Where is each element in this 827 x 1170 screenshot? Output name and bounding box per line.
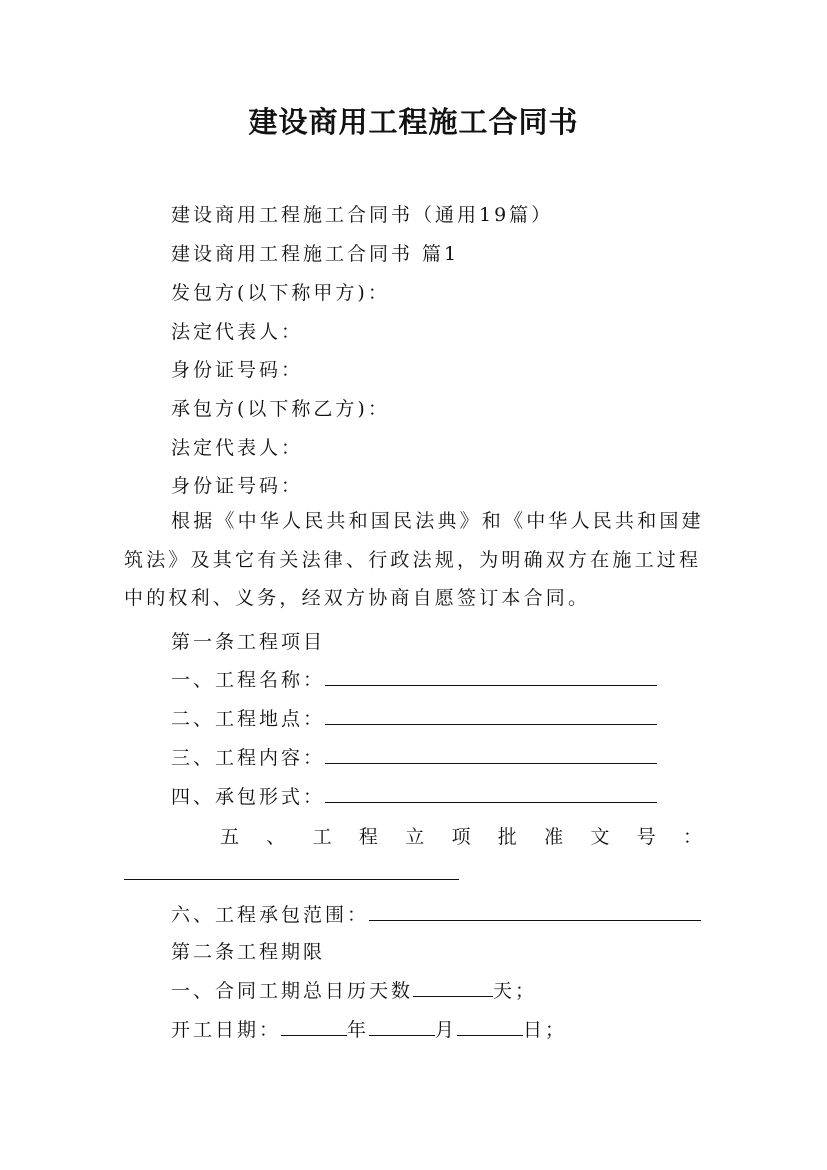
spread-char: 批 [497,826,517,848]
blank-line [325,784,657,803]
spread-char: ： [682,826,702,848]
spread-char: 立 [405,826,425,848]
blank-line [325,745,657,764]
year-label: 年 [347,1019,370,1041]
item-contract-form [171,782,657,809]
item-label: 二、工程地点： [171,708,326,730]
blank-line [457,1017,523,1036]
item-label: 一、工程名称： [171,669,326,691]
period-line [171,976,537,1003]
spread-char: 文 [590,826,610,848]
party-a-line: 发包方(以下称甲方)： [171,282,390,304]
day-label: 日； [523,1019,568,1041]
start-date-line [171,1015,567,1042]
spread-char: 工 [312,826,332,848]
rep-a-line: 法定代表人： [171,321,304,343]
id-b-line: 身份证号码： [171,475,304,497]
spread-char: 项 [451,826,471,848]
blank-line [281,1017,347,1036]
party-b-line: 承包方(以下称乙方)： [171,398,390,420]
blank-line [369,902,701,921]
part-heading: 建设商用工程施工合同书 篇1 [171,243,460,265]
rep-b-line: 法定代表人： [171,437,304,459]
spread-char: 号 [636,826,656,848]
blank-line [325,706,657,725]
item-project-content [171,743,657,770]
intro-paragraph: 根据《中华人民共和国民法典》和《中华人民共和国建筑法》及其它有关法律、行政法规，为明确双方在施工过程中的权利、义务，经双方协商自愿签订本合同。 [124,510,704,610]
start-prefix: 开工日期： [171,1019,282,1041]
document-subtitle: 建设商用工程施工合同书（通用19篇） [171,204,554,226]
article-1-heading: 第一条工程项目 [171,631,326,653]
blank-line [325,667,657,686]
spread-char: 程 [358,826,378,848]
item-project-location [171,704,657,731]
blank-line [369,1017,435,1036]
blank-line [413,978,493,997]
document-title: 建设商用工程施工合同书 [248,105,579,139]
spread-char: 、 [266,826,286,848]
id-a-line: 身份证号码： [171,359,304,381]
item-approval-number [124,822,702,849]
item-project-name [171,665,657,692]
period-prefix: 一、合同工期总日历天数 [171,980,414,1002]
blank-line [124,879,459,880]
spread-char: 五 [220,826,240,848]
item-label: 四、承包形式： [171,786,326,808]
month-label: 月 [435,1019,458,1041]
period-suffix: 天； [493,980,538,1002]
item-label: 六、工程承包范围： [171,904,370,926]
item-label: 三、工程内容： [171,747,326,769]
spread-char: 准 [544,826,564,848]
article-2-heading: 第二条工程期限 [171,941,326,963]
item-contract-scope [171,900,701,927]
